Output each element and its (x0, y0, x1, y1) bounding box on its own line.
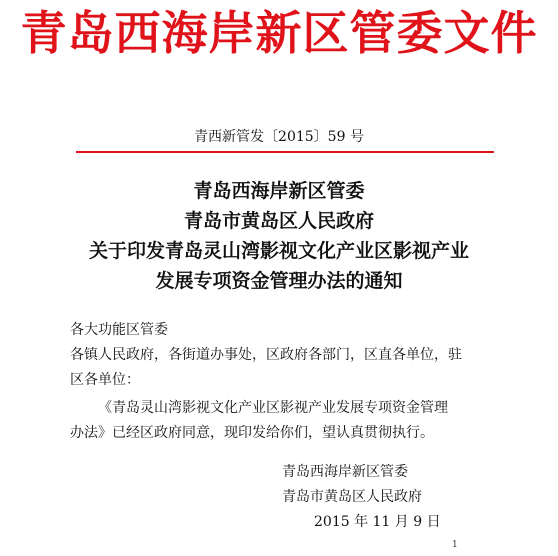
title-line: 青岛西海岸新区管委 (193, 180, 365, 202)
signature-block (282, 460, 441, 535)
document-masthead: 青岛西海岸新区管委文件 (20, 6, 538, 60)
recipient-line: 各镇人民政府，各街道办事处，区政府各部门，区直各单位，驻 (70, 347, 462, 363)
title-line: 发展专项资金管理办法的通知 (155, 270, 403, 292)
title-line: 关于印发青岛灵山湾影视文化产业区影视产业 (88, 240, 469, 262)
document-number: 青西新管发〔2015〕59 号 (194, 129, 364, 145)
page-mark: 1 (452, 540, 458, 550)
recipients-block (70, 318, 500, 393)
red-divider-line (76, 151, 494, 153)
title-line: 青岛市黄岛区人民政府 (183, 210, 374, 232)
issuer-name: 青岛西海岸新区管委 (282, 464, 408, 480)
paragraph-line: 《青岛灵山湾影视文化产业区影视产业发展专项资金管理 (98, 400, 448, 416)
paragraph-line: 办法》已经区政府同意，现印发给你们，望认真贯彻执行。 (70, 425, 434, 441)
body-paragraph (70, 396, 500, 446)
recipient-line: 区各单位： (70, 372, 140, 388)
issuer-name: 青岛市黄岛区人民政府 (282, 489, 422, 505)
recipient-line: 各大功能区管委 (70, 322, 168, 338)
issue-date: 2015 年 11 月 9 日 (314, 514, 441, 530)
document-title (0, 176, 558, 296)
